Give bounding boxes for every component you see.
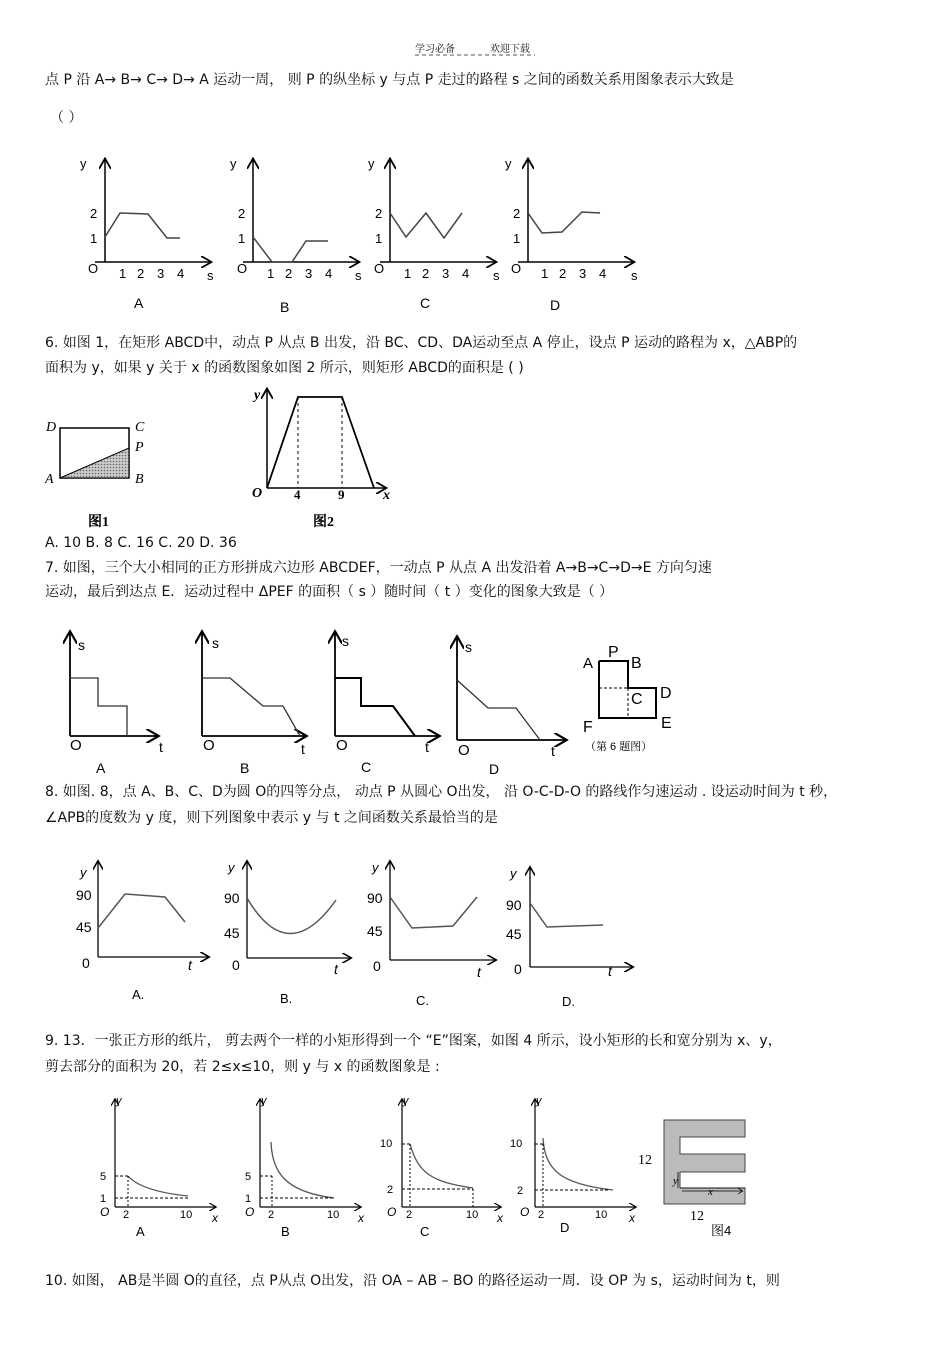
q5-graph-c — [368, 156, 500, 311]
q9-b-x10: 10 — [327, 1209, 340, 1221]
q5-c-x1: 1 — [404, 266, 412, 281]
q8-d-tick90: 90 — [506, 897, 522, 913]
q7-b-curve — [202, 678, 300, 736]
q9-d-origin: O — [520, 1205, 530, 1219]
q7-d-option: D — [489, 761, 500, 777]
q5-d-ylabel: y — [505, 156, 512, 171]
q7-hex-a: A — [583, 655, 594, 672]
q5-d-tick-1: 1 — [513, 231, 521, 246]
q9-b-option: B — [281, 1224, 290, 1239]
q7-b-ylabel: s — [212, 635, 219, 651]
q5-b-x2: 2 — [285, 266, 293, 281]
q9-b-x2: 2 — [268, 1209, 275, 1221]
q9-c-option: C — [420, 1224, 430, 1239]
q5-a-origin: O — [88, 261, 99, 276]
q5-graph-d — [505, 156, 638, 313]
q8-c-curve — [390, 897, 477, 928]
q8-d-tick45: 45 — [506, 926, 522, 942]
q9-a-x2: 2 — [123, 1209, 130, 1221]
q7-b-xlabel: t — [301, 741, 305, 757]
q7-c-xlabel: t — [425, 739, 429, 755]
q5-c-option: C — [420, 295, 431, 311]
q8-a-tick90: 90 — [76, 887, 92, 903]
q9-d-tick10: 10 — [510, 1138, 523, 1150]
q8-stem-2: ∠APB的度数为 y 度，则下列图象中表示 y 与 t 之间函数关系最恰当的是 — [45, 810, 498, 826]
q8-c-option: C. — [416, 993, 429, 1008]
q8-graph-d — [506, 866, 632, 1009]
q6-fig2 — [252, 388, 390, 530]
q7-c-option: C — [361, 759, 372, 775]
q5-paren: （ ） — [50, 110, 83, 126]
q5-graph-a — [80, 156, 214, 311]
q9-d-tick2: 2 — [517, 1185, 524, 1197]
q7-stem-2: 运动，最后到达点 E．运动过程中 ΔPEF 的面积（ s ）随时间（ t ）变化的图象大致是（ ） — [45, 584, 614, 600]
q8-b-option: B. — [280, 991, 293, 1006]
q6-fig2-tick4: 4 — [294, 487, 301, 502]
q9-e-bottom: 12 — [690, 1209, 704, 1224]
q9-d-ylabel: y — [536, 1095, 542, 1107]
q7-c-ylabel: s — [342, 633, 349, 649]
q9-c-x2: 2 — [406, 1209, 413, 1221]
q8-d-origin: 0 — [514, 961, 522, 977]
q7-hex-e: E — [661, 715, 672, 732]
q5-stem: 点 P 沿 A→ B→ C→ D→ A 运动一周， 则 P 的纵坐标 y 与点 P 走过的路程 s 之间的函数关系用图象表示大致是 — [45, 72, 734, 88]
q9-c-tick2: 2 — [387, 1184, 394, 1196]
q5-b-x1: 1 — [267, 266, 275, 281]
q9-graph-c — [380, 1095, 504, 1239]
q6-fig2-y: y — [254, 388, 261, 403]
q8-d-xlabel: t — [608, 963, 612, 979]
q5-c-curve — [390, 213, 462, 238]
q5-a-x4: 4 — [177, 266, 185, 281]
q7-graph-c — [335, 633, 438, 775]
q8-b-ylabel: y — [228, 860, 235, 875]
q8-stem-1: 8. 如图. 8，点 A、B、C、D为圆 O的四等分点， 动点 P 从圆心 O出发， 沿 O-C-D-O 的路线作匀速运动 . 设运动时间为 t 秒， — [45, 784, 838, 800]
q9-a-tick1: 1 — [100, 1193, 107, 1205]
q6-stem-2: 面积为 y，如果 y 关于 x 的函数图象如图 2 所示，则矩形 ABCD的面积是 ( ) — [45, 360, 524, 376]
q7-d-ylabel: s — [465, 639, 472, 655]
q7-a-curve — [70, 678, 127, 736]
q8-b-tick45: 45 — [224, 925, 240, 941]
q6-figures — [40, 385, 400, 533]
q8-c-xlabel: t — [477, 964, 481, 980]
q7-b-option: B — [240, 760, 250, 776]
q9-a-tick5: 5 — [100, 1171, 107, 1183]
header-underline — [415, 53, 535, 57]
q9-e-x: x — [708, 1186, 713, 1198]
q7-c-curve — [335, 678, 415, 736]
q5-d-tick-2: 2 — [513, 206, 521, 221]
q8-c-origin: 0 — [373, 958, 381, 974]
q8-b-origin: 0 — [232, 957, 240, 973]
q10-stem-1: 10. 如图， AB是半圆 O的直径，点 P从点 O出发，沿 OA – AB – BO 的路径运动一周．设 OP 为 s，运动时间为 t，则 — [45, 1273, 780, 1289]
q5-a-xlabel: s — [207, 268, 214, 283]
q9-c-curve — [410, 1144, 473, 1188]
q5-d-x3: 3 — [579, 266, 587, 281]
q7-a-ylabel: s — [78, 637, 85, 653]
q9-a-x10: 10 — [180, 1209, 193, 1221]
q9-b-tick5: 5 — [245, 1171, 252, 1183]
q7-hex-b: B — [631, 655, 642, 672]
q5-c-tick-2: 2 — [375, 206, 383, 221]
q9-d-xlabel: x — [629, 1211, 635, 1225]
q8-d-option: D. — [562, 994, 575, 1009]
q7-graphs — [55, 628, 695, 780]
q5-c-tick-1: 1 — [375, 231, 383, 246]
q6-fig1-caption: 图1 — [88, 515, 109, 530]
q9-b-tick1: 1 — [245, 1193, 252, 1205]
q5-b-x4: 4 — [325, 266, 333, 281]
q5-a-curve — [105, 213, 180, 238]
q6-fig2-curve — [267, 397, 374, 488]
q9-b-xlabel: x — [358, 1211, 364, 1225]
q8-c-tick45: 45 — [367, 923, 383, 939]
q5-b-curve — [253, 237, 328, 262]
q6-fig1-p: P — [135, 440, 144, 455]
q9-graph-b — [245, 1095, 365, 1239]
q5-a-tick-1: 1 — [90, 231, 98, 246]
q9-graph-a — [100, 1095, 219, 1239]
q9-graph-d — [510, 1095, 636, 1235]
q9-graphs — [90, 1092, 770, 1244]
q9-e-y: y — [673, 1175, 678, 1187]
q5-d-origin: O — [511, 261, 522, 276]
q5-graphs — [70, 150, 650, 320]
q9-stem-1: 9. 13．一张正方形的纸片， 剪去两个一样的小矩形得到一个 “E”图案，如图 4 所示，设小矩形的长和宽分别为 x、y， — [45, 1033, 782, 1049]
q7-graph-b — [202, 633, 305, 776]
q5-c-xlabel: s — [493, 268, 500, 283]
q9-a-origin: O — [100, 1205, 110, 1219]
q7-hex-d: D — [660, 685, 672, 702]
q5-a-option: A — [134, 295, 144, 311]
q6-fig1 — [44, 420, 145, 530]
header-right: 欢迎下载 — [490, 44, 530, 55]
q9-a-option: A — [136, 1224, 145, 1239]
q6-fig2-tick9: 9 — [338, 487, 345, 502]
q5-d-x1: 1 — [541, 266, 549, 281]
q5-graph-b — [230, 156, 362, 315]
q5-a-ylabel: y — [80, 156, 87, 171]
q7-d-origin: O — [458, 742, 470, 759]
q8-graph-a — [76, 862, 208, 1002]
q5-d-xlabel: s — [631, 268, 638, 283]
q9-e-caption: 图4 — [711, 1223, 732, 1238]
q6-fig2-x: x — [383, 488, 390, 503]
q5-a-tick-2: 2 — [90, 206, 98, 221]
q6-fig1-a: A — [45, 472, 54, 487]
q7-stem-1: 7. 如图，三个大小相同的正方形拼成六边形 ABCDEF，一动点 P 从点 A 出发沿着 A→B→C→D→E 方向匀速 — [45, 560, 712, 576]
q8-a-ylabel: y — [80, 865, 87, 880]
q5-d-curve — [528, 212, 600, 233]
q8-d-curve — [530, 903, 603, 927]
header-left: 学习必备 — [415, 44, 455, 55]
q8-a-tick45: 45 — [76, 919, 92, 935]
q5-a-x3: 3 — [157, 266, 165, 281]
q9-c-tick10: 10 — [380, 1138, 393, 1150]
q7-b-origin: O — [203, 737, 215, 754]
q7-a-xlabel: t — [159, 739, 163, 755]
q5-b-tick-2: 2 — [238, 206, 246, 221]
q9-d-curve — [543, 1138, 613, 1190]
q9-c-origin: O — [387, 1205, 397, 1219]
q5-d-option: D — [550, 297, 561, 313]
q7-graph-a — [70, 633, 163, 776]
q5-c-x2: 2 — [422, 266, 430, 281]
q5-b-xlabel: s — [355, 268, 362, 283]
q5-b-origin: O — [237, 261, 248, 276]
q9-c-x10: 10 — [466, 1209, 479, 1221]
q9-b-curve — [271, 1142, 334, 1198]
q8-b-xlabel: t — [334, 961, 338, 977]
q6-fig1-b: B — [135, 472, 144, 487]
q8-d-ylabel: y — [510, 866, 517, 881]
q5-b-x3: 3 — [305, 266, 313, 281]
q9-a-xlabel: x — [212, 1211, 218, 1225]
q9-d-x10: 10 — [595, 1209, 608, 1221]
q5-a-x1: 1 — [119, 266, 127, 281]
q9-c-ylabel: y — [403, 1095, 409, 1107]
q7-graph-d — [457, 638, 565, 777]
q9-c-xlabel: x — [497, 1211, 503, 1225]
q7-d-xlabel: t — [551, 743, 555, 759]
q7-c-origin: O — [336, 737, 348, 754]
q8-b-tick90: 90 — [224, 890, 240, 906]
q5-d-x2: 2 — [559, 266, 567, 281]
q8-c-ylabel: y — [372, 860, 379, 875]
q7-hexagon-figure — [583, 644, 672, 753]
q7-a-option: A — [96, 760, 106, 776]
q9-d-x2: 2 — [538, 1209, 545, 1221]
q7-hex-f: F — [583, 719, 593, 736]
q5-a-x2: 2 — [137, 266, 145, 281]
q8-a-xlabel: t — [188, 957, 192, 973]
q7-hex-p: P — [608, 644, 619, 661]
q8-a-origin: 0 — [82, 955, 90, 971]
q5-c-x3: 3 — [442, 266, 450, 281]
q9-e-side: 12 — [638, 1153, 652, 1168]
q7-hex-caption: （第 6 题图） — [585, 741, 653, 753]
q9-b-origin: O — [245, 1205, 255, 1219]
q5-b-option: B — [280, 299, 290, 315]
q9-a-curve — [128, 1176, 188, 1196]
q9-e-figure — [638, 1120, 745, 1238]
q8-b-curve — [247, 898, 336, 934]
q9-d-option: D — [560, 1220, 570, 1235]
q8-a-curve — [98, 894, 185, 928]
q8-c-tick90: 90 — [367, 890, 383, 906]
q5-c-origin: O — [374, 261, 385, 276]
q8-graphs — [60, 850, 640, 1015]
q6-stem-1: 6. 如图 1，在矩形 ABCD中，动点 P 从点 B 出发，沿 BC、CD、DA运动至点 A 停止，设点 P 运动的路程为 x，△ABP的 — [45, 335, 798, 351]
q7-d-curve — [457, 680, 540, 740]
q7-hex-c: C — [631, 691, 643, 708]
q6-fig2-caption: 图2 — [313, 515, 334, 530]
q9-b-ylabel: y — [261, 1095, 267, 1107]
q6-choices: A. 10 B. 8 C. 16 C. 20 D. 36 — [45, 535, 237, 551]
q6-fig1-c: C — [135, 420, 145, 435]
q9-stem-2: 剪去部分的面积为 20，若 2≤x≤10，则 y 与 x 的函数图象是 : — [45, 1059, 440, 1075]
q7-a-origin: O — [70, 737, 82, 754]
q9-a-ylabel: y — [116, 1095, 122, 1107]
q6-fig2-origin: O — [252, 486, 263, 501]
q8-graph-c — [367, 860, 495, 1008]
q5-b-tick-1: 1 — [238, 231, 246, 246]
q5-d-x4: 4 — [599, 266, 607, 281]
q5-b-ylabel: y — [230, 156, 237, 171]
q5-c-ylabel: y — [368, 156, 375, 171]
q8-a-option: A. — [132, 987, 145, 1002]
q5-c-x4: 4 — [462, 266, 470, 281]
q6-fig1-d: D — [46, 420, 57, 435]
q8-graph-b — [224, 860, 350, 1006]
